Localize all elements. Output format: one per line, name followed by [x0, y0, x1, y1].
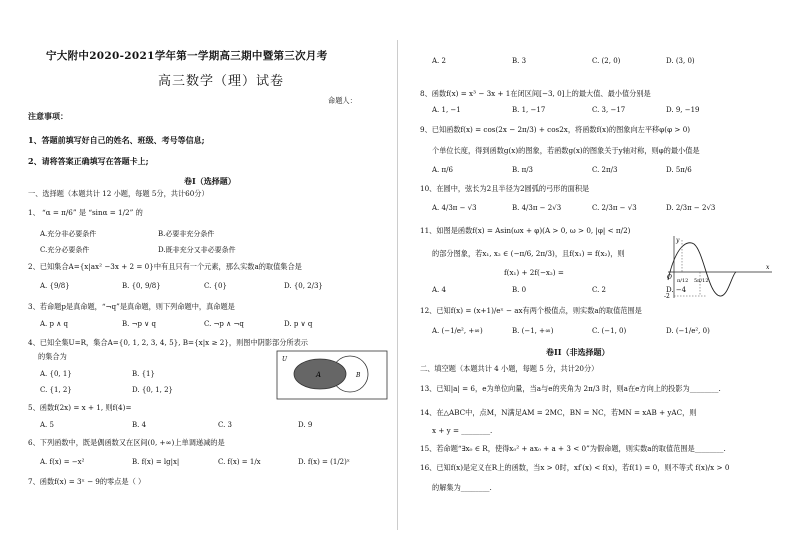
- option-b: B. 3: [512, 57, 527, 65]
- option-d: D. 2/3π − 2√3: [666, 204, 716, 212]
- y-axis-label: y: [676, 237, 680, 244]
- note-item: 1、答题前填写好自己的姓名、班级、考号等信息;: [28, 135, 205, 145]
- option-d: D. {0, 2/3}: [284, 282, 323, 290]
- option-c: C.充分必要条件: [40, 246, 90, 254]
- option-b: B. {1}: [132, 370, 155, 378]
- option-b: B. 4: [132, 421, 147, 429]
- column-divider: [397, 40, 398, 530]
- venn-label-b: B: [356, 372, 361, 379]
- question-11-cont: 的部分图象，若x₁, x₂ ∈ (−π/6, 2π/3)，且f(x₁) = f(x₂)，则: [432, 249, 625, 258]
- option-b: B. f(x) = lg|x|: [132, 458, 180, 466]
- origin-label: O: [667, 274, 672, 281]
- option-a: A. 4: [432, 286, 446, 294]
- question-2: 2、已知集合A={x|ax² −3x + 2 = 0}中有且只有一个元素，那么实数a的取值集合是: [28, 262, 302, 271]
- option-d: D.既非充分又非必要条件: [158, 246, 236, 254]
- question-12: 12、已知f(x) = (x+1)/eˣ − ax有两个极值点，则实数a的取值范围是: [420, 306, 642, 315]
- option-a: A. 4/3π − √3: [432, 204, 477, 212]
- option-d: D. {0, 1, 2}: [132, 386, 173, 394]
- option-a: A. 5: [40, 421, 54, 429]
- option-c: C. 2π/3: [592, 166, 618, 174]
- question-11: 11、如图是函数f(x) = Asin(ωx + φ)(A > 0, ω > 0, |φ| < π/2): [420, 226, 631, 235]
- section2-intro: 二、填空题（本题共计 4 小题，每题 5 分，共计20分）: [420, 364, 599, 373]
- option-a: A. 2: [432, 57, 446, 65]
- note-item: 2、请将答案正确填写在答题卡上;: [28, 156, 149, 166]
- venn-diagram: [276, 350, 388, 400]
- question-14: 14、在△ABC中，点M，N满足AM = 2MC，BN = NC，若MN = xAB + yAC，则: [420, 408, 697, 417]
- option-d: D. 9, −19: [666, 106, 700, 114]
- sine-graph: [662, 234, 774, 300]
- option-d: D. f(x) = (1/2)ˣ: [298, 458, 350, 466]
- section1-intro: 一、选择题（本题共计 12 小题，每题 5分，共计60分）: [28, 189, 209, 198]
- option-c: C. (−1, 0): [592, 327, 627, 335]
- option-b: B. {0, 9/8}: [122, 282, 161, 290]
- option-a: A. p ∧ q: [40, 320, 69, 328]
- question-3: 3、若命题p是真命题，“¬q”是真命题，则下列命题中，真命题是: [28, 302, 235, 311]
- question-13: 13、已知|a| = 6，e为单位向量，当a与e的夹角为 2π/3 时，则a在e方向上的投影为________.: [420, 384, 721, 393]
- right-column: [404, 0, 776, 550]
- question-14-cont: x + y = ________.: [432, 426, 493, 435]
- exam-title: 宁大附中2020-2021学年第一学期高三期中暨第三次月考: [46, 50, 328, 62]
- option-b: B. 0: [512, 286, 527, 294]
- notes-heading: 注意事项：: [28, 111, 68, 121]
- question-9-cont: 个单位长度，得到函数g(x)的图象，若函数g(x)的图象关于y轴对称，则φ的最小值是: [432, 146, 700, 155]
- option-d: D. 5π/6: [666, 166, 692, 174]
- option-b: B. (−1, +∞): [512, 327, 554, 335]
- exam-subtitle: 高三数学（理）试卷: [158, 74, 285, 89]
- venn-label-u: U: [282, 356, 288, 363]
- tick-label-1: π/12: [677, 278, 689, 284]
- option-b: B. 1, −17: [512, 106, 546, 114]
- tick-label-2: 5π/12: [694, 278, 709, 284]
- left-column: [28, 0, 394, 550]
- option-c: C. 2: [592, 286, 607, 294]
- section1-heading: 卷I（选择题）: [184, 176, 236, 186]
- question-4-cont: 的集合为: [38, 352, 67, 361]
- sine-curve: [668, 243, 736, 296]
- question-16-cont: 的解集为________.: [432, 483, 492, 492]
- option-c: C. f(x) = 1/x: [218, 458, 261, 466]
- question-16: 16、已知f(x)是定义在R上的函数，当x > 0时，xf′(x) < f(x)，若f(1) = 0，则不等式 f(x)/x > 0: [420, 463, 730, 472]
- question-5: 5、函数f(2x) = x + 1, 则f(4)=: [28, 403, 132, 412]
- option-a: A. f(x) = −x²: [40, 458, 85, 466]
- option-a: A. π/6: [432, 166, 453, 174]
- x-axis-label: x: [766, 264, 770, 271]
- question-1: 1、 “α = π/6” 是 “sinα = 1/2” 的: [28, 208, 143, 217]
- question-11-expr: f(x₁) + 2f(−x₂) =: [504, 268, 564, 277]
- option-c: C. (2, 0): [592, 57, 621, 65]
- question-7: 7、函数f(x) = 3ˣ − 9的零点是（ ）: [28, 477, 146, 486]
- question-4: 4、已知全集U=R，集合A={0, 1, 2, 3, 4, 5}, B={x|x ≥ 2}，则图中阴影部分所表示: [28, 338, 308, 347]
- author-label: 命题人：: [328, 96, 357, 105]
- option-d: D. (−1/e², 0): [666, 327, 710, 335]
- option-c: C. {1, 2}: [40, 386, 72, 394]
- option-c: C. {0}: [204, 282, 227, 290]
- option-c: C. 3: [218, 421, 233, 429]
- option-a: A. (−1/e², +∞): [432, 327, 483, 335]
- option-b: B. 4/3π − 2√3: [512, 204, 562, 212]
- question-10: 10、在圆中，弦长为2且半径为2圆弧的弓形的面积是: [420, 184, 590, 193]
- min-label: -2: [664, 293, 670, 300]
- option-d: D. p ∨ q: [284, 320, 313, 328]
- question-15: 15、若命题“∃x₀ ∈ R，使得x₀² + ax₀ + a + 3 < 0”为假命题，则实数a的取值范围是________.: [420, 444, 726, 453]
- question-9: 9、已知函数f(x) = cos(2x − 2π/3) + cos2x，将函数f(x)的图象向左平移φ(φ > 0): [420, 125, 691, 134]
- option-c: C. 2/3π − √3: [592, 204, 637, 212]
- option-a: A. 1, −1: [432, 106, 461, 114]
- option-a: A. {9/8}: [40, 282, 70, 290]
- option-d: D. −4: [666, 286, 687, 294]
- option-b: B. ¬p ∨ q: [122, 320, 156, 328]
- section2-heading: 卷II（非选择题）: [546, 347, 610, 357]
- option-b: B. π/3: [512, 166, 534, 174]
- venn-label-a: A: [316, 371, 322, 379]
- option-c: C. 3, −17: [592, 106, 626, 114]
- option-a: A.充分非必要条件: [40, 230, 97, 238]
- question-8: 8、函数f(x) = x³ − 3x + 1在闭区间[−3, 0]上的最大值、最小值分别是: [420, 89, 651, 98]
- option-d: D. 9: [298, 421, 313, 429]
- option-b: B.必要非充分条件: [158, 230, 215, 238]
- option-c: C. ¬p ∧ ¬q: [204, 320, 244, 328]
- option-a: A. {0, 1}: [40, 370, 72, 378]
- question-6: 6、下列函数中，既是偶函数又在区间(0, +∞)上单调递减的是: [28, 438, 225, 447]
- option-d: D. (3, 0): [666, 57, 695, 65]
